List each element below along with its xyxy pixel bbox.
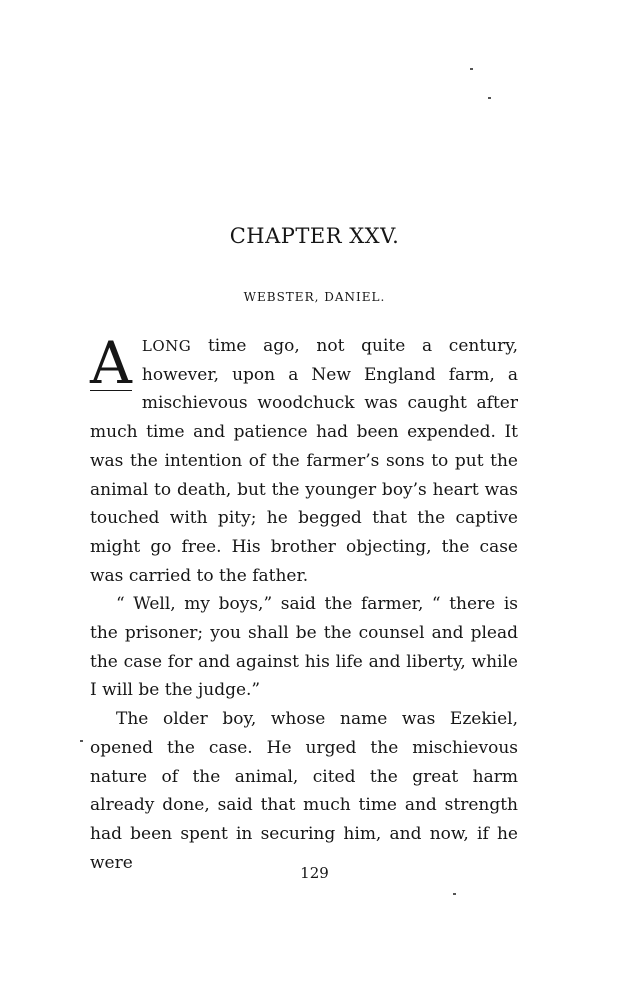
- body-text: [90, 329, 518, 877]
- scan-speck: [488, 97, 491, 99]
- scan-speck: [470, 68, 473, 70]
- paragraph: The older boy, whose name was Ezekiel, opened the case. He urged the mischievous nature of the animal, cited the great harm already done, said that much time and strength had been spent in securing him, and now, if he were: [90, 709, 518, 873]
- page-number: 129: [300, 864, 329, 882]
- section-title: WEBSTER, DANIEL.: [243, 290, 386, 304]
- scan-speck: [80, 740, 83, 742]
- lead-word: LONG: [141, 337, 192, 355]
- scan-speck: [453, 893, 456, 895]
- chapter-title: CHAPTER XXV.: [229, 224, 400, 248]
- paragraph: “ Well, my boys,” said the farmer, “ there is the prisoner; you shall be the counsel and plead the case for and against his life and liberty, while I will be the judge.”: [90, 594, 518, 701]
- first-paragraph: [90, 329, 518, 590]
- drop-cap: A: [90, 329, 132, 397]
- first-paragraph-text: time ago, not quite a century, however, upon a New England farm, a mischievous woodchuck was caught after much time and patience had been expended. It was the intention of the farmer’s sons to put the animal to death, but the younger boy’s heart was touched with pity; he begged that the captive might go free. His brother objecting, the case was carried to the father.: [90, 336, 518, 586]
